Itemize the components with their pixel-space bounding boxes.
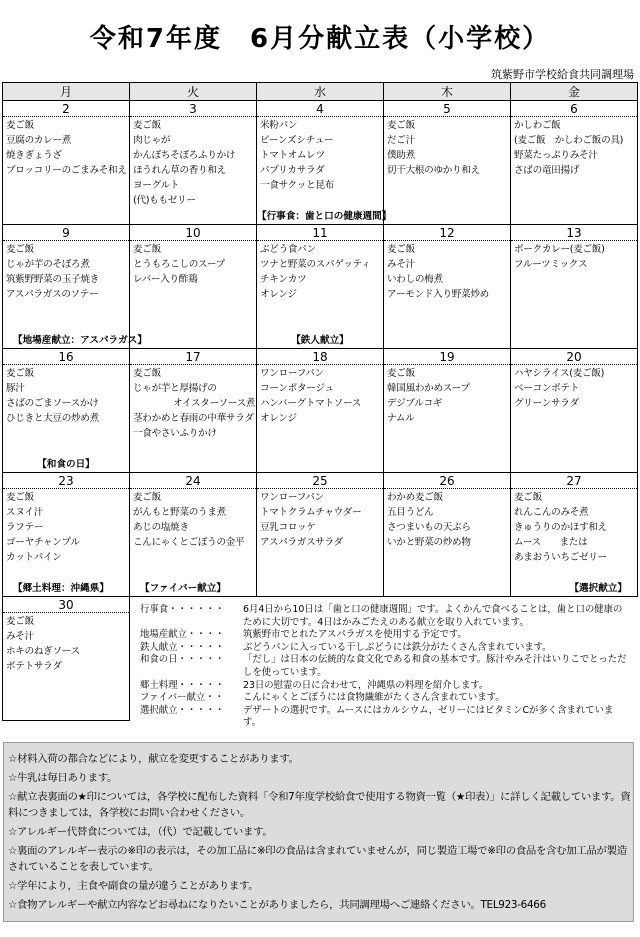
menu-item: 米粉パン (260, 120, 298, 131)
menu-item: 豆乳コロッケ (260, 522, 316, 533)
menu-item: ポテトサラダ (6, 661, 62, 672)
notes-section (140, 604, 630, 730)
organization-name: 筑紫野市学校給食共同調理場 (491, 68, 634, 81)
menu-item: 五目うどん (387, 507, 434, 518)
menu-item: 茎わかめと春雨の中華サラダ (133, 413, 254, 424)
event-tag: 【ファイバー献立】 (140, 583, 226, 594)
menu-list (130, 489, 256, 550)
day-number: 9 (3, 225, 129, 241)
menu-item: ポークカレー(麦ご飯) (514, 244, 605, 255)
menu-list (3, 489, 129, 565)
menu-list (257, 117, 383, 193)
menu-item: ハンバーグトマトソース (260, 398, 362, 409)
day-number: 23 (3, 473, 129, 489)
day-cell (130, 225, 257, 349)
menu-item: ホキのねぎソース (6, 646, 80, 657)
menu-item: ぶどう食パン (260, 244, 316, 255)
menu-item: アスパラガスサラダ (260, 537, 343, 548)
menu-list (130, 365, 256, 441)
note-key: 郷土料理・・・・・ (140, 679, 225, 691)
day-number: 25 (257, 473, 383, 489)
day-cell (511, 225, 638, 349)
day-number: 20 (511, 349, 637, 365)
menu-item: こんにゃくとごぼうの金平 (133, 537, 245, 548)
event-tag: 【選択献立】 (569, 583, 627, 594)
menu-list (384, 365, 510, 426)
note-text: 6月4日から10日は「歯と口の健康週間」です。よくかんで食べることは，歯と口の健康のために大切です。4日はかみごたえのある献立を取り入れています。 (243, 604, 623, 628)
menu-list (3, 365, 129, 426)
note-row (140, 692, 630, 705)
note-key: 地場産献立・・・・ (140, 629, 225, 641)
menu-item: ツナと野菜のスパゲッティ (260, 259, 371, 270)
menu-item: ビーンズシチュー (260, 135, 334, 146)
day-cell (384, 225, 511, 349)
page-title: 令和7年度 6月分献立表（小学校） (89, 24, 551, 54)
menu-list (257, 489, 383, 550)
menu-item: グリーンサラダ (514, 398, 579, 409)
menu-item: がんもと野菜のうま煮 (133, 507, 226, 518)
footer-notice: ☆アレルギー代替食については，（代）で記載しています。 (8, 826, 273, 838)
event-tag: 【郷土料理：沖縄県】 (13, 583, 109, 594)
menu-item: 豚汁 (6, 383, 25, 394)
note-text: 23日の慰霊の日に合わせて，沖縄県の料理を紹介します。 (243, 679, 489, 691)
note-row (140, 604, 630, 629)
event-tag: 【地場産献立：アスパラガス】 (13, 335, 147, 346)
menu-item: 麦ご飯 (387, 244, 415, 255)
day-cell (384, 473, 511, 597)
weekday-thu: 木 (384, 83, 511, 101)
note-row (140, 642, 630, 655)
menu-item: ほうれん草の香り和え (133, 165, 226, 176)
menu-item: じゃが芋のそぼろ煮 (6, 259, 90, 270)
menu-list (511, 241, 637, 272)
menu-list (3, 117, 129, 178)
note-row (140, 654, 630, 679)
day-cell (130, 473, 257, 597)
note-row (140, 629, 630, 642)
menu-list (384, 241, 510, 302)
menu-item: トマトクラムチャウダー (260, 507, 362, 518)
menu-list (257, 241, 383, 302)
day-number: 19 (384, 349, 510, 365)
day-cell (130, 101, 257, 225)
menu-item: 僕助煮 (387, 150, 415, 161)
menu-item: ヨーグルト (133, 180, 180, 191)
menu-item: スヌイ汁 (6, 507, 43, 518)
week-row (3, 101, 638, 225)
day-number: 24 (130, 473, 256, 489)
menu-item: 肉じゃが (133, 135, 171, 146)
menu-item: 麦ご飯 (514, 492, 542, 503)
note-key: 行事食・・・・・・ (140, 604, 225, 615)
menu-list (511, 489, 637, 565)
week-row (3, 473, 638, 597)
footer-notice: ☆学年により，主食や副食の量が違うことがあります。 (8, 880, 259, 892)
footer-notice: ☆食物アレルギーや献立内容などお尋ねになりたいことがありましたら，共同調理場へご連絡ください。TEL923-6466 (8, 899, 546, 911)
menu-item: 筑紫野野菜の玉子焼き (6, 274, 99, 285)
day-number: 12 (384, 225, 510, 241)
weekday-wed: 水 (257, 83, 384, 101)
day-number: 3 (130, 101, 256, 117)
menu-list (130, 241, 256, 287)
menu-item: ブロッコリーのごまみそ和え (6, 165, 127, 176)
day-number: 16 (3, 349, 129, 365)
menu-item: いかと野菜の炒め物 (387, 537, 471, 548)
day-number: 11 (257, 225, 383, 241)
menu-item: 一食やさいふりかけ (133, 428, 217, 439)
note-key: ファイバー献立・・ (140, 692, 225, 704)
day-cell (511, 101, 638, 225)
menu-item: アーモンド入り野菜炒め (387, 289, 489, 300)
event-tag: 【行事食：歯と口の健康週間】 (257, 211, 392, 222)
menu-item: いわしの梅煮 (387, 274, 443, 285)
day-number: 17 (130, 349, 256, 365)
menu-item: あじの塩焼き (133, 522, 189, 533)
menu-item: 麦ご飯 (6, 244, 34, 255)
menu-item: デジブルコギ (387, 398, 443, 409)
menu-item: だご汁 (387, 135, 415, 146)
menu-item: 麦ご飯 (6, 120, 34, 131)
menu-list (511, 117, 637, 178)
menu-item: パプリカサラダ (260, 165, 325, 176)
menu-item: アスパラガスのソテー (6, 289, 99, 300)
menu-item: 野菜たっぷりみそ汁 (514, 150, 598, 161)
day-cell (257, 349, 384, 473)
menu-item: ゴーヤチャンプル (6, 537, 80, 548)
menu-item: じゃが芋と厚揚げの (133, 383, 217, 394)
menu-item: (麦ご飯 かしわご飯の具) (514, 135, 624, 146)
event-tag: 【和食の日】 (37, 459, 95, 470)
day-cell (511, 473, 638, 597)
weekday-mon: 月 (3, 83, 130, 101)
menu-item: 焼きぎょうざ (6, 150, 62, 161)
menu-item: トマトオムレツ (260, 150, 325, 161)
day-cell (3, 473, 130, 597)
footer-notice: ☆牛乳は毎日あります。 (8, 772, 118, 784)
menu-item: オレンジ (260, 413, 297, 424)
footer-notice: ☆裏面のアレルギー表示の※印の表示は，その加工品に※印の食品は含まれていませんが，同じ製造工場で※印の食品を含む加工品が製造されていることを表しています。 (8, 845, 627, 873)
menu-item: 麦ご飯 (387, 368, 415, 379)
day-number: 5 (384, 101, 510, 117)
menu-list (511, 365, 637, 411)
day-number: 26 (384, 473, 510, 489)
note-key: 鉄人献立・・・・・ (140, 641, 225, 653)
menu-item: チキンカツ (260, 274, 307, 285)
menu-item: (代)ももゼリー (133, 195, 196, 206)
day-number: 6 (511, 101, 637, 117)
menu-item: きゅうりのかほす和え (514, 522, 607, 533)
menu-item: れんこんのみそ煮 (514, 507, 589, 518)
event-tag: 【鉄人献立】 (291, 335, 349, 346)
menu-item: 麦ご飯 (6, 616, 34, 627)
menu-item: 麦ご飯 (133, 244, 161, 255)
menu-item: レバー入り酢鶏 (133, 274, 198, 285)
menu-list (384, 489, 510, 550)
menu-item: 韓国風わかめスープ (387, 383, 470, 394)
menu-item: コーンポタージュ (260, 383, 334, 394)
menu-list (384, 117, 510, 178)
note-key: 選択献立・・・・・ (140, 704, 225, 716)
day-cell (257, 101, 392, 225)
day-number: 18 (257, 349, 383, 365)
menu-item: ラフテー (6, 522, 44, 533)
menu-item: ひじきと大豆の炒め煮 (6, 413, 99, 424)
menu-item: ナムル (387, 413, 415, 424)
note-text: 筑紫野市でとれたアスパラガスを使用する予定です。 (243, 629, 467, 641)
menu-item: 麦ご飯 (133, 492, 161, 503)
day-cell (384, 101, 511, 225)
menu-item: フルーツミックス (514, 259, 588, 270)
note-text: こんにゃくとごぼうには食物繊維がたくさん含まれています。 (243, 692, 505, 704)
day-cell (3, 349, 130, 473)
menu-item: あまおういちごゼリー (514, 552, 607, 563)
note-row (140, 680, 630, 693)
menu-item: ムース または (514, 537, 588, 548)
menu-list (3, 241, 129, 302)
menu-item: 麦ご飯 (133, 368, 161, 379)
footer-notice: ☆材料入荷の都合などにより，献立を変更することがあります。 (8, 753, 299, 765)
weekday-header-row (3, 83, 638, 101)
menu-item: さばの竜田揚げ (514, 165, 580, 176)
day-cell (257, 225, 384, 349)
note-text: デザートの選択です。ムースにはカルシウム，ゼリーにはビタミンCが多く含まれています。 (243, 704, 614, 729)
day-number: 30 (3, 597, 129, 613)
menu-item: 豆腐のカレー煮 (6, 135, 72, 146)
day-number: 10 (130, 225, 256, 241)
week-row (3, 349, 638, 473)
menu-list (3, 613, 129, 674)
menu-item: ベーコンポテト (514, 383, 580, 394)
day-cell (3, 597, 130, 721)
menu-item: ハヤシライス(麦ご飯) (514, 368, 605, 379)
menu-item: オイスターソース煮 (173, 398, 256, 409)
note-key: 和食の日・・・・・ (140, 654, 225, 666)
menu-item: 麦ご飯 (133, 120, 161, 131)
day-number: 27 (511, 473, 637, 489)
menu-list (257, 365, 383, 426)
footer-notice: ☆献立表裏面の★印については，各学校に配布した資料「令和7年度学校給食で使用する物資一覧（★印表）」に詳しく記載しています。資料につきましては，各学校にお問い合わせください。 (8, 791, 631, 819)
weekday-fri: 金 (511, 83, 638, 101)
menu-item: カットパイン (6, 552, 62, 563)
menu-item: わかめ麦ご飯 (387, 492, 443, 503)
weekday-tue: 火 (130, 83, 257, 101)
menu-item: みそ汁 (6, 631, 34, 642)
day-cell (130, 349, 257, 473)
note-text: ぶどうパンに入っている干しぶどうには鉄分がたくさん含まれています。 (243, 641, 552, 653)
day-cell (3, 101, 130, 225)
menu-item: ワンローフパン (260, 368, 324, 379)
day-number: 4 (257, 101, 383, 117)
menu-item: 切干大根のゆかり和え (387, 165, 480, 176)
menu-item: かんぼちそぼろふりかけ (133, 150, 236, 161)
day-cell (511, 349, 638, 473)
menu-item: かしわご飯 (514, 120, 561, 131)
footer-notice-box (3, 742, 634, 922)
menu-item: ワンローフパン (260, 492, 324, 503)
day-number: 13 (511, 225, 637, 241)
menu-list (130, 117, 256, 208)
menu-item: 麦ご飯 (6, 492, 34, 503)
note-row (140, 705, 630, 730)
menu-item: さばのごまソースかけ (6, 398, 99, 409)
menu-item: みそ汁 (387, 259, 415, 270)
week-row (3, 225, 638, 349)
menu-item: オレンジ (260, 289, 297, 300)
menu-item: 一食サクッと昆布 (260, 180, 334, 191)
menu-item: さつまいもの天ぷら (387, 522, 471, 533)
menu-item: とうもろこしのスープ (133, 259, 225, 270)
menu-item: 麦ご飯 (387, 120, 415, 131)
day-cell (257, 473, 384, 597)
note-text: 「だし」は日本の伝統的な食文化である和食の基本です。豚汁やみそ汁はいりこでとっただしを使っています。 (243, 654, 627, 678)
day-cell (3, 225, 147, 349)
menu-item: 麦ご飯 (6, 368, 34, 379)
day-cell (384, 349, 511, 473)
day-number: 2 (3, 101, 129, 117)
